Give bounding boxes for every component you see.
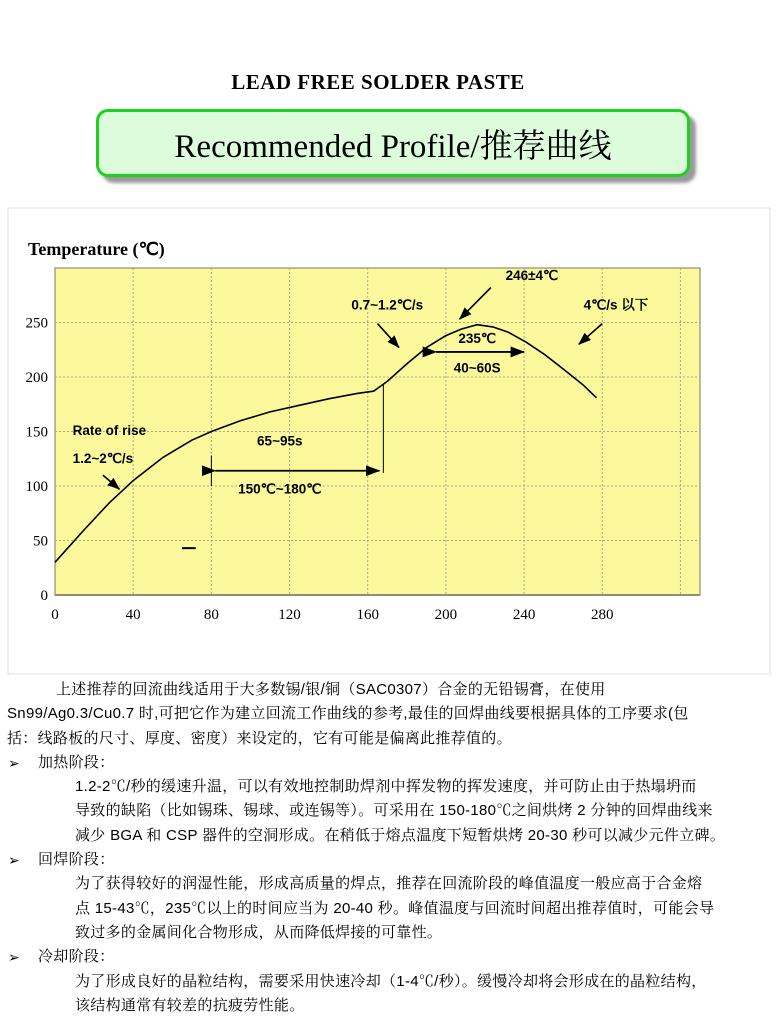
x-tick-label: 240 bbox=[512, 607, 536, 623]
chart-annotation: 1.2~2℃/s bbox=[72, 451, 134, 467]
x-tick-label: 200 bbox=[434, 607, 458, 623]
chart-annotation: 246±4℃ bbox=[505, 267, 559, 283]
profile-banner bbox=[96, 109, 690, 177]
chart-annotation: Rate of rise bbox=[72, 422, 147, 438]
bullet-heading-label: 回焊阶段： bbox=[38, 851, 115, 869]
text-line: 括：线路板的尺寸、厚度、密度）来设定的，它有可能是偏离此推荐值的。 bbox=[7, 729, 512, 747]
y-tick-label: 200 bbox=[25, 370, 48, 386]
chart-annotation: 40~60S bbox=[453, 360, 501, 376]
x-tick-label: 0 bbox=[51, 607, 59, 623]
bullet-arrow-icon: ➢ bbox=[8, 949, 21, 966]
text-line: 为了获得较好的润湿性能，形成高质量的焊点，推荐在回流阶段的峰值温度一般应高于合金熔 bbox=[75, 875, 703, 893]
text-line: Sn99/Ag0.3/Cu0.7 时,可把它作为建立回流工作曲线的参考,最佳的回焊曲线要根据具体的工序要求(包 bbox=[7, 705, 689, 723]
bullet-heading-line bbox=[0, 751, 772, 775]
text-line: 致过多的金属间化合物形成，从而降低焊接的可靠性。 bbox=[75, 923, 443, 941]
x-tick-label: 40 bbox=[125, 607, 141, 623]
bullet-heading-label: 冷却阶段： bbox=[38, 948, 115, 966]
x-tick-label: 160 bbox=[356, 607, 379, 623]
bullet-arrow-icon: ➢ bbox=[8, 754, 21, 771]
chart-annotation: 150℃~180℃ bbox=[238, 481, 322, 497]
chart-annotation: 0.7~1.2℃/s bbox=[351, 297, 424, 313]
text-line: 为了形成良好的晶粒结构，需要采用快速冷却（1-4℃/秒）。缓慢冷却将会形成在的晶粒结构， bbox=[75, 972, 707, 990]
body-text bbox=[0, 678, 772, 1018]
reflow-profile-chart bbox=[0, 202, 780, 680]
y-tick-label: 100 bbox=[25, 479, 48, 495]
text-line: 点 15-43℃，235℃以上的时间应当为 20-40 秒。峰值温度与回流时间超出推荐值时，可能会导 bbox=[75, 899, 715, 917]
bullet-heading-line bbox=[0, 945, 772, 969]
y-tick-label: 150 bbox=[25, 424, 48, 441]
x-tick-label: 280 bbox=[591, 607, 614, 623]
text-line: 上述推荐的回流曲线适用于大多数锡/银/铜（SAC0307）合金的无铅锡膏，在使用 bbox=[56, 681, 606, 698]
y-tick-label: 50 bbox=[33, 533, 48, 550]
text-line: 1.2-2℃/秒的缓速升温，可以有效地控制助焊剂中挥发物的挥发速度，并可防止由于热塌坍而 bbox=[75, 778, 697, 796]
chart-annotation: 4℃/s 以下 bbox=[583, 297, 649, 313]
y-tick-label: 250 bbox=[25, 315, 48, 332]
bullet-heading-label: 加热阶段： bbox=[38, 753, 115, 771]
x-tick-label: 80 bbox=[203, 607, 219, 623]
chart-annotation: 65~95s bbox=[257, 433, 303, 449]
chart-annotation: 235℃ bbox=[458, 331, 497, 347]
x-tick-label: 120 bbox=[278, 607, 301, 623]
bullet-arrow-icon: ➢ bbox=[8, 852, 21, 869]
text-line: 导致的缺陷（比如锡珠、锡球、或连锡等）。可采用在 150-180℃之间烘烤 2 分钟的回焊曲线来 bbox=[75, 802, 713, 820]
bullet-heading-line bbox=[0, 848, 772, 872]
chart-title: Temperature (℃) bbox=[28, 239, 165, 259]
text-line: 减少 BGA 和 CSP 器件的空洞形成。在稍低于熔点温度下短暂烘烤 20-30 秒可以减少元件立碑。 bbox=[75, 826, 726, 844]
document-title: LEAD FREE SOLDER PASTE bbox=[231, 70, 525, 94]
profile-banner-label: Recommended Profile/推荐曲线 bbox=[174, 128, 612, 165]
y-tick-label: 0 bbox=[40, 588, 48, 604]
text-line: 该结构通常有较差的抗疲劳性能。 bbox=[75, 996, 305, 1014]
